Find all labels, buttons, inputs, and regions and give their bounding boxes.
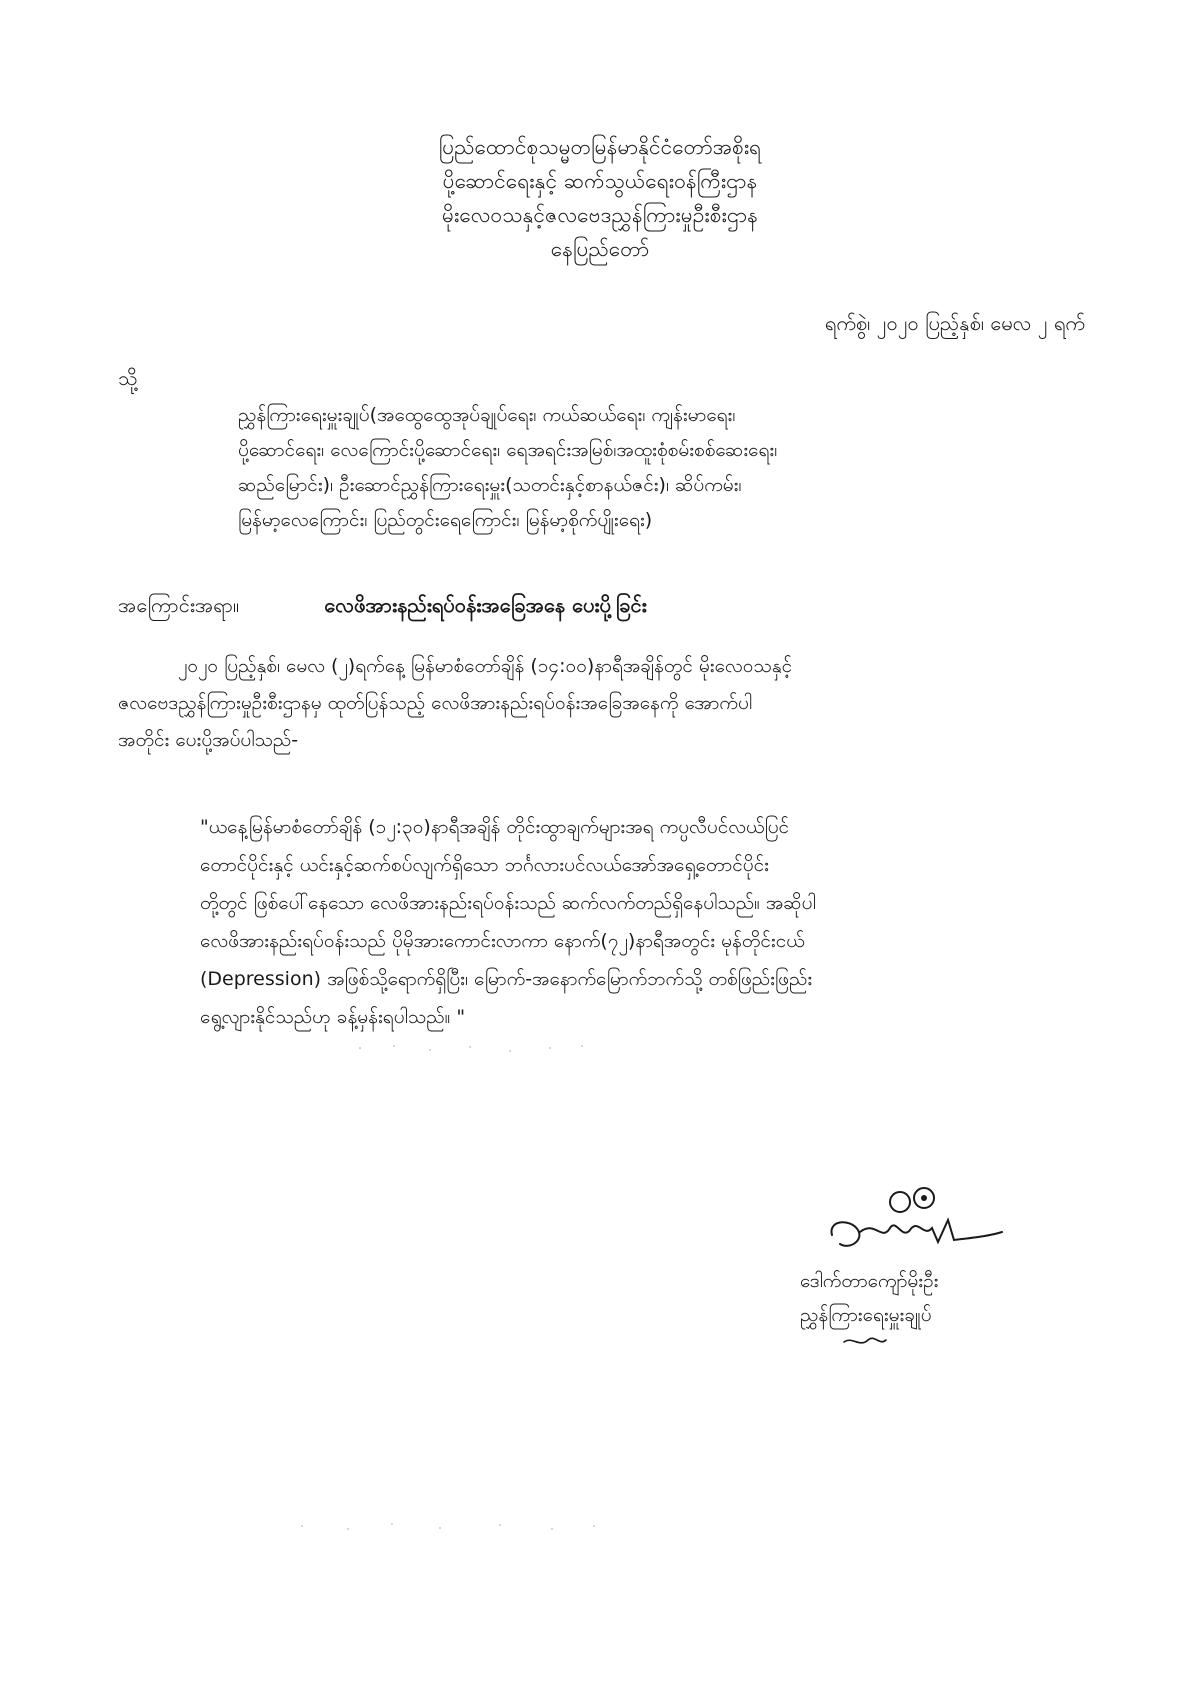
- forecast-quote: [200, 808, 1100, 1036]
- signature-block: [800, 1180, 1120, 1358]
- letterhead-city: နေပြည်တော်: [550, 237, 650, 261]
- recipient-line: မြန်မာ့လေကြောင်း၊ ပြည်တွင်းရေကြောင်း၊ မြန်မာ့စိုက်ပျိုးရေး): [238, 509, 653, 531]
- letterhead-department: မိုးလေဝသနှင့်ဇလဗေဒညွှန်ကြားမှုဦးစီးဌာန: [441, 203, 759, 227]
- quote-line: တို့တွင် ဖြစ်ပေါ်နေသော လေဖိအားနည်းရပ်ဝန်းသည် ဆက်လက်တည်ရှိနေပါသည်။ အဆိုပါ: [200, 892, 816, 914]
- recipient-line: ပို့ဆောင်ရေး၊ လေကြောင်းပို့ဆောင်ရေး၊ ရေအရင်းအမြစ်၊အထူးစုံစမ်းစစ်ဆေးရေး၊: [238, 439, 778, 461]
- letterhead-government: ပြည်ထောင်စုသမ္မတမြန်မာနိုင်ငံတော်အစိုးရ: [438, 135, 762, 159]
- body-paragraph: [118, 648, 1100, 759]
- quote-line: (Depression) အဖြစ်သို့ရောက်ရှိပြီး၊ မြောက်-အနောက်မြောက်ဘက်သို့ တစ်ဖြည်းဖြည်း: [200, 968, 813, 990]
- signatory-title: ညွှန်ကြားရေးမှူးချုပ်: [800, 1304, 932, 1326]
- paragraph-line: ဇလဗေဒညွှန်ကြားမှုဦးစီးဌာနမှ ထုတ်ပြန်သည့် လေဖိအားနည်းရပ်ဝန်းအခြေအနေကို အောက်ပါ: [118, 692, 753, 714]
- scan-noise: [290, 1520, 610, 1534]
- recipient-line: ညွှန်ကြားရေးမှူးချုပ်(အထွေထွေအုပ်ချုပ်ရေး၊ ကယ်ဆယ်ရေး၊ ကျန်းမာရေး၊: [238, 404, 736, 426]
- letterhead: [300, 130, 900, 266]
- to-label: သို့: [118, 366, 138, 390]
- paragraph-line: ၂၀၂၀ ပြည့်နှစ်၊ မေလ (၂)ရက်နေ့ မြန်မာစံတော်ချိန် (၁၄:၀၀)နာရီအချိန်တွင် မိုးလေဝသနှင့်: [178, 655, 793, 677]
- quote-line: တောင်ပိုင်းနှင့် ယင်းနှင့်ဆက်စပ်လျက်ရှိသော ဘင်္ဂလားပင်လယ်အော်အရှေ့တောင်ပိုင်း: [200, 854, 769, 876]
- subject-line: [118, 592, 1098, 622]
- letterhead-ministry: ပို့ဆောင်ရေးနှင့် ဆက်သွယ်ရေးဝန်ကြီးဌာန: [442, 169, 758, 193]
- quote-line: "ယနေ့မြန်မာစံတော်ချိန် (၁၂:၃၀)နာရီအချိန် တိုင်းထွာချက်များအရ ကပ္ပလီပင်လယ်ပြင်: [200, 816, 790, 838]
- subject-title: လေဖိအားနည်းရပ်ဝန်းအခြေအနေ ပေးပို့ခြင်း: [324, 593, 647, 617]
- subject-label: အကြောင်းအရာ။: [118, 593, 240, 617]
- recipient-line: ဆည်မြောင်း)၊ ဦးဆောင်ညွှန်ကြားရေးမှူး(သတင်းနှင့်စာနယ်ဇင်း)၊ ဆိပ်ကမ်း၊: [238, 474, 742, 496]
- quote-line: လေဖိအားနည်းရပ်ဝန်းသည် ပိုမိုအားကောင်းလာကာ နောက်(၇၂)နာရီအတွင်း မုန်တိုင်းငယ်: [200, 930, 805, 952]
- handwritten-signature: [820, 1180, 1010, 1260]
- signatory-name: ဒေါက်တာကျော်မိုးဦး: [800, 1270, 939, 1292]
- letter-date: ရက်စွဲ၊ ၂၀၂၀ ပြည့်နှစ်၊ မေလ ၂ ရက်: [824, 311, 1085, 335]
- quote-line: ရွေ့လျားနိုင်သည်ဟု ခန့်မှန်းရပါသည်။ ": [200, 1006, 466, 1028]
- handwritten-initial: [840, 1332, 890, 1354]
- scan-noise: [350, 1042, 590, 1056]
- recipient-list: [238, 398, 1098, 538]
- paragraph-line: အတိုင်း ပေးပို့အပ်ပါသည်-: [118, 729, 299, 751]
